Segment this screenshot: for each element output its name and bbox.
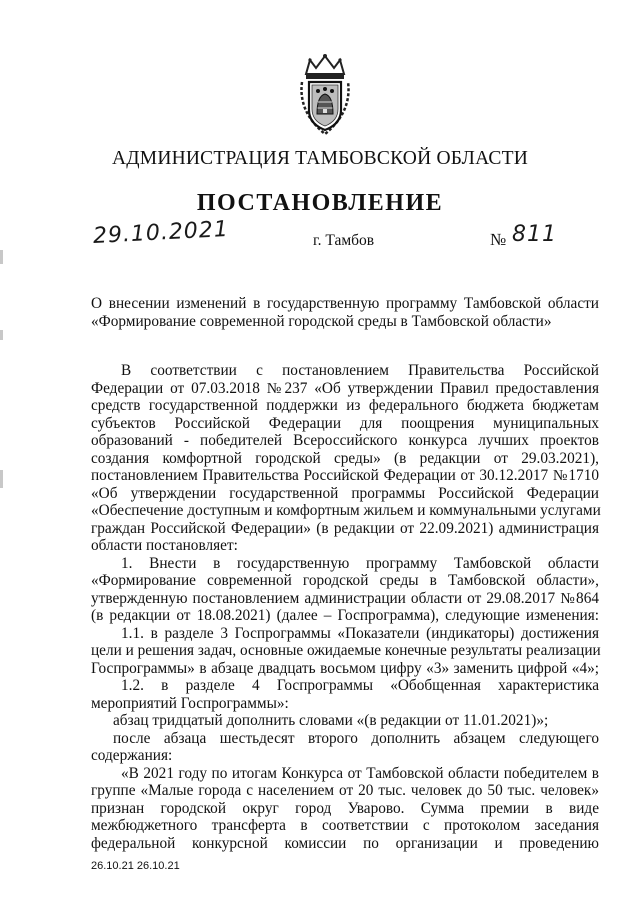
- handwritten-date: 29.10.2021: [92, 216, 230, 249]
- scan-margin-mark: [0, 250, 3, 264]
- subject-line: О внесении изменений в государственную программу Тамбовской области: [91, 295, 599, 312]
- body-line: средств государственной поддержки из федерального бюджета бюджетам: [91, 397, 599, 414]
- document-body: [91, 362, 599, 852]
- body-line: «Обеспечение доступным и комфортным жильем и коммунальными услугами: [91, 502, 601, 519]
- body-line: постановлением Правительства Российской Федерации от 30.12.2017 №1710: [91, 467, 599, 484]
- body-line: Госпрограммы» в абзаце двадцать восьмом цифру «3» заменить цифрой «4»;: [91, 659, 599, 677]
- body-line: субъектов Российской Федерации для поощрения муниципальных: [91, 414, 599, 432]
- body-line: образований - победителей Всероссийского конкурса лучших проектов: [91, 432, 599, 449]
- body-line: межбюджетного трансферта в соответствии с протоколом заседания: [91, 817, 599, 834]
- administration-title: АДМИНИСТРАЦИЯ ТАМБОВСКОЙ ОБЛАСТИ: [112, 148, 528, 169]
- document-subject: [91, 295, 599, 330]
- body-line: 1. Внести в государственную программу Тамбовской области: [121, 554, 599, 572]
- body-line: федеральной конкурсной комиссии по организации и проведению: [91, 834, 599, 852]
- body-line: области постановляет:: [91, 537, 238, 554]
- body-line: цели и решения задач, основные ожидаемые конечные результаты реализации: [91, 642, 601, 659]
- body-line: В соответствии с постановлением Правительства Российской: [121, 362, 599, 379]
- body-line: после абзаца шестьдесят второго дополнить абзацем следующего: [113, 729, 599, 747]
- body-line: создания комфортной городской среды» (в редакции от 29.03.2021),: [91, 449, 599, 467]
- body-line: 1.1. в разделе 3 Госпрограммы «Показатели (индикаторы) достижения: [121, 624, 599, 642]
- body-line: (в редакции от 18.08.2021) (далее – Госпрограмма), следующие изменения:: [91, 607, 599, 624]
- body-line: признан городской округ город Уварово. Сумма премии в виде: [91, 799, 599, 817]
- body-line: утвержденную постановлением администрации области от 29.08.2017 №864: [91, 589, 599, 607]
- subject-line: «Формирование современной городской среды в Тамбовской области»: [91, 312, 552, 330]
- body-line: Федерации от 07.03.2018 №237 «Об утверждении Правил предоставления: [91, 379, 599, 397]
- handwritten-number: 811: [512, 222, 557, 247]
- body-line: «В 2021 году по итогам Конкурса от Тамбовской области победителем в: [121, 764, 599, 782]
- body-line: 1.2. в разделе 4 Госпрограммы «Обобщенная характеристика: [121, 677, 599, 694]
- body-line: абзац тридцатый дополнить словами «(в редакции от 11.01.2021)»;: [113, 712, 549, 729]
- body-line: граждан Российской Федерации» (в редакции от 22.09.2021) администрация: [91, 519, 599, 537]
- body-line: «Об утверждении государственной программы Российской Федерации: [91, 484, 599, 502]
- body-line: группе «Малые города с населением от 20 тыс. человек до 50 тыс. человек»: [91, 782, 599, 799]
- body-line: содержания:: [91, 747, 173, 764]
- document-type-heading: ПОСТАНОВЛЕНИЕ: [196, 190, 444, 216]
- coat-of-arms-emblem: [298, 52, 352, 138]
- number-label: №: [490, 230, 507, 249]
- body-line: «Формирование современной городской среды в Тамбовской области»,: [91, 572, 599, 589]
- city-label: г. Тамбов: [313, 232, 375, 249]
- footer-code: 26.10.21 26.10.21: [91, 860, 180, 872]
- scan-margin-mark: [0, 330, 3, 340]
- body-line: мероприятий Госпрограммы»:: [91, 694, 289, 712]
- scan-margin-mark: [0, 470, 3, 488]
